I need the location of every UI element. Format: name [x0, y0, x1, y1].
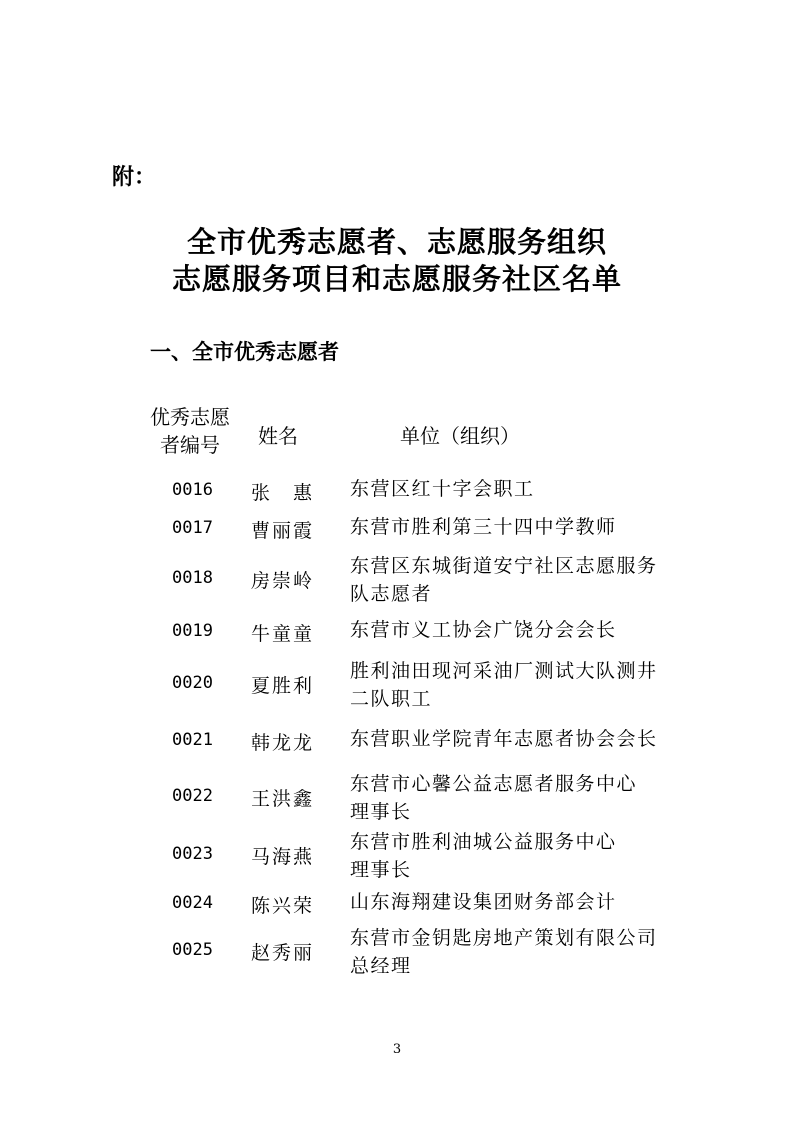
volunteer-code: 0016 [172, 480, 213, 500]
unit-line1: 东营市胜利第三十四中学教师 [350, 516, 617, 538]
header-name: 姓名 [258, 424, 298, 448]
volunteer-unit [350, 924, 680, 980]
unit-line2: 二队职工 [350, 688, 433, 710]
document-title-line2: 志愿服务项目和志愿服务社区名单 [171, 262, 622, 296]
volunteer-code: 0022 [172, 786, 213, 806]
volunteer-name: 张 惠 [251, 482, 315, 504]
volunteer-code: 0020 [172, 673, 213, 693]
volunteer-code: 0019 [172, 621, 213, 641]
header-unit: 单位（组织） [400, 424, 520, 448]
unit-line2: 理事长 [350, 859, 412, 881]
volunteer-unit [350, 770, 680, 826]
page-number: 3 [392, 1042, 402, 1057]
volunteer-name: 夏胜利 [251, 675, 315, 697]
volunteer-name: 赵秀丽 [251, 942, 315, 964]
unit-line1: 东营区东城街道安宁社区志愿服务 [350, 555, 658, 577]
volunteer-unit [350, 657, 680, 713]
volunteer-name: 曹丽霞 [251, 520, 315, 542]
volunteer-name: 马海燕 [251, 846, 315, 868]
unit-line1: 胜利油田现河采油厂测试大队测井 [350, 660, 658, 682]
volunteer-unit [350, 513, 680, 541]
volunteer-unit [350, 828, 680, 884]
unit-line1: 东营区红十字会职工 [350, 478, 535, 500]
document-title-line1: 全市优秀志愿者、志愿服务组织 [186, 225, 607, 259]
volunteer-code: 0017 [172, 518, 213, 538]
header-code-line2: 者编号 [160, 433, 220, 457]
volunteer-unit [350, 616, 680, 644]
volunteer-unit [350, 888, 680, 916]
volunteer-name: 牛童童 [251, 623, 315, 645]
unit-line1: 东营市心馨公益志愿者服务中心 [350, 773, 638, 795]
volunteer-name: 陈兴荣 [251, 895, 315, 917]
unit-line2: 队志愿者 [350, 583, 433, 605]
unit-line1: 东营市金钥匙房地产策划有限公司 [350, 927, 658, 949]
unit-line1: 东营市义工协会广饶分会会长 [350, 619, 617, 641]
volunteer-name: 王洪鑫 [251, 788, 315, 810]
unit-line1: 东营职业学院青年志愿者协会会长 [350, 728, 658, 750]
unit-line2: 理事长 [350, 801, 412, 823]
header-code [145, 403, 235, 459]
volunteer-name: 房崇岭 [251, 570, 315, 592]
unit-line1: 山东海翔建设集团财务部会计 [350, 891, 617, 913]
section-heading: 一、全市优秀志愿者 [150, 340, 339, 364]
volunteer-code: 0018 [172, 568, 213, 588]
unit-line1: 东营市胜利油城公益服务中心 [350, 831, 617, 853]
volunteer-code: 0023 [172, 844, 213, 864]
volunteer-name: 韩龙龙 [251, 732, 315, 754]
unit-line2: 总经理 [350, 955, 412, 977]
attachment-label: 附： [112, 165, 157, 190]
volunteer-unit [350, 552, 680, 608]
volunteer-unit [350, 475, 680, 503]
volunteer-code: 0025 [172, 940, 213, 960]
volunteer-unit [350, 725, 680, 753]
volunteer-code: 0021 [172, 730, 213, 750]
volunteer-code: 0024 [172, 893, 213, 913]
header-code-line1: 优秀志愿 [150, 405, 230, 429]
